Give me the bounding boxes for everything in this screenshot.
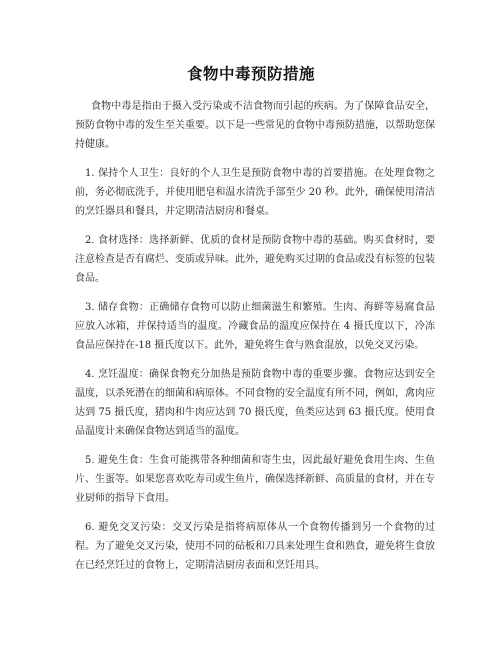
document-body (75, 97, 435, 585)
intro-paragraph: 食物中毒是指由于摄入受污染或不洁食物而引起的疾病。为了保障食品安全，预防食物中毒的发生至关重要。以下是一些常见的食物中毒预防措施，以帮助您保持健康。 (75, 101, 435, 150)
measure-paragraph-5: 5. 避免生食：生食可能携带各种细菌和寄生虫，因此最好避免食用生肉、生鱼片、生蛋等。如果您喜欢吃寿司或生鱼片，确保选择新鲜、高质量的食材，并在专业厨师的指导下食用。 (75, 455, 435, 504)
measure-paragraph-3: 3. 储存食物：正确储存食物可以防止细菌滋生和繁殖。生肉、海鲜等易腐食品应放入冰箱，并保持适当的温度。冷藏食品的温度应保持在 4 摄氏度以下，冷冻食品应保持在-18 摄氏度以下。此外，避免将生食与熟食混放，以免交叉污染。 (75, 302, 435, 351)
document-title: 食物中毒预防措施 (186, 65, 315, 83)
measure-paragraph-2: 2. 食材选择：选择新鲜、优质的食材是预防食物中毒的基础。购买食材时，要注意检查是否有腐烂、变质或异味。此外，避免购买过期的食品或没有标签的包装食品。 (75, 235, 435, 284)
measure-paragraph-6: 6. 避免交叉污染：交叉污染是指将病原体从一个食物传播到另一个食物的过程。为了避免交叉污染，使用不同的砧板和刀具来处理生食和熟食，避免将生食放在已经烹饪过的食物上，定期清洁厨房表面和烹饪用具。 (75, 522, 435, 571)
measure-paragraph-1: 1. 保持个人卫生：良好的个人卫生是预防食物中毒的首要措施。在处理食物之前，务必彻底洗手，并使用肥皂和温水清洗手部至少 20 秒。此外，确保使用清洁的烹饪器具和餐具，并定期清洁厨房和餐桌。 (75, 168, 435, 217)
measure-paragraph-4: 4. 烹饪温度：确保食物充分加热是预防食物中毒的重要步骤。食物应达到安全温度，以杀死潜在的细菌和病原体。不同食物的安全温度有所不同，例如，禽肉应达到 75 摄氏度，猪肉和牛肉应达到 70 摄氏度，鱼类应达到 63 摄氏度。使用食品温度计来确保食物达到适当的温度。 (75, 369, 435, 437)
